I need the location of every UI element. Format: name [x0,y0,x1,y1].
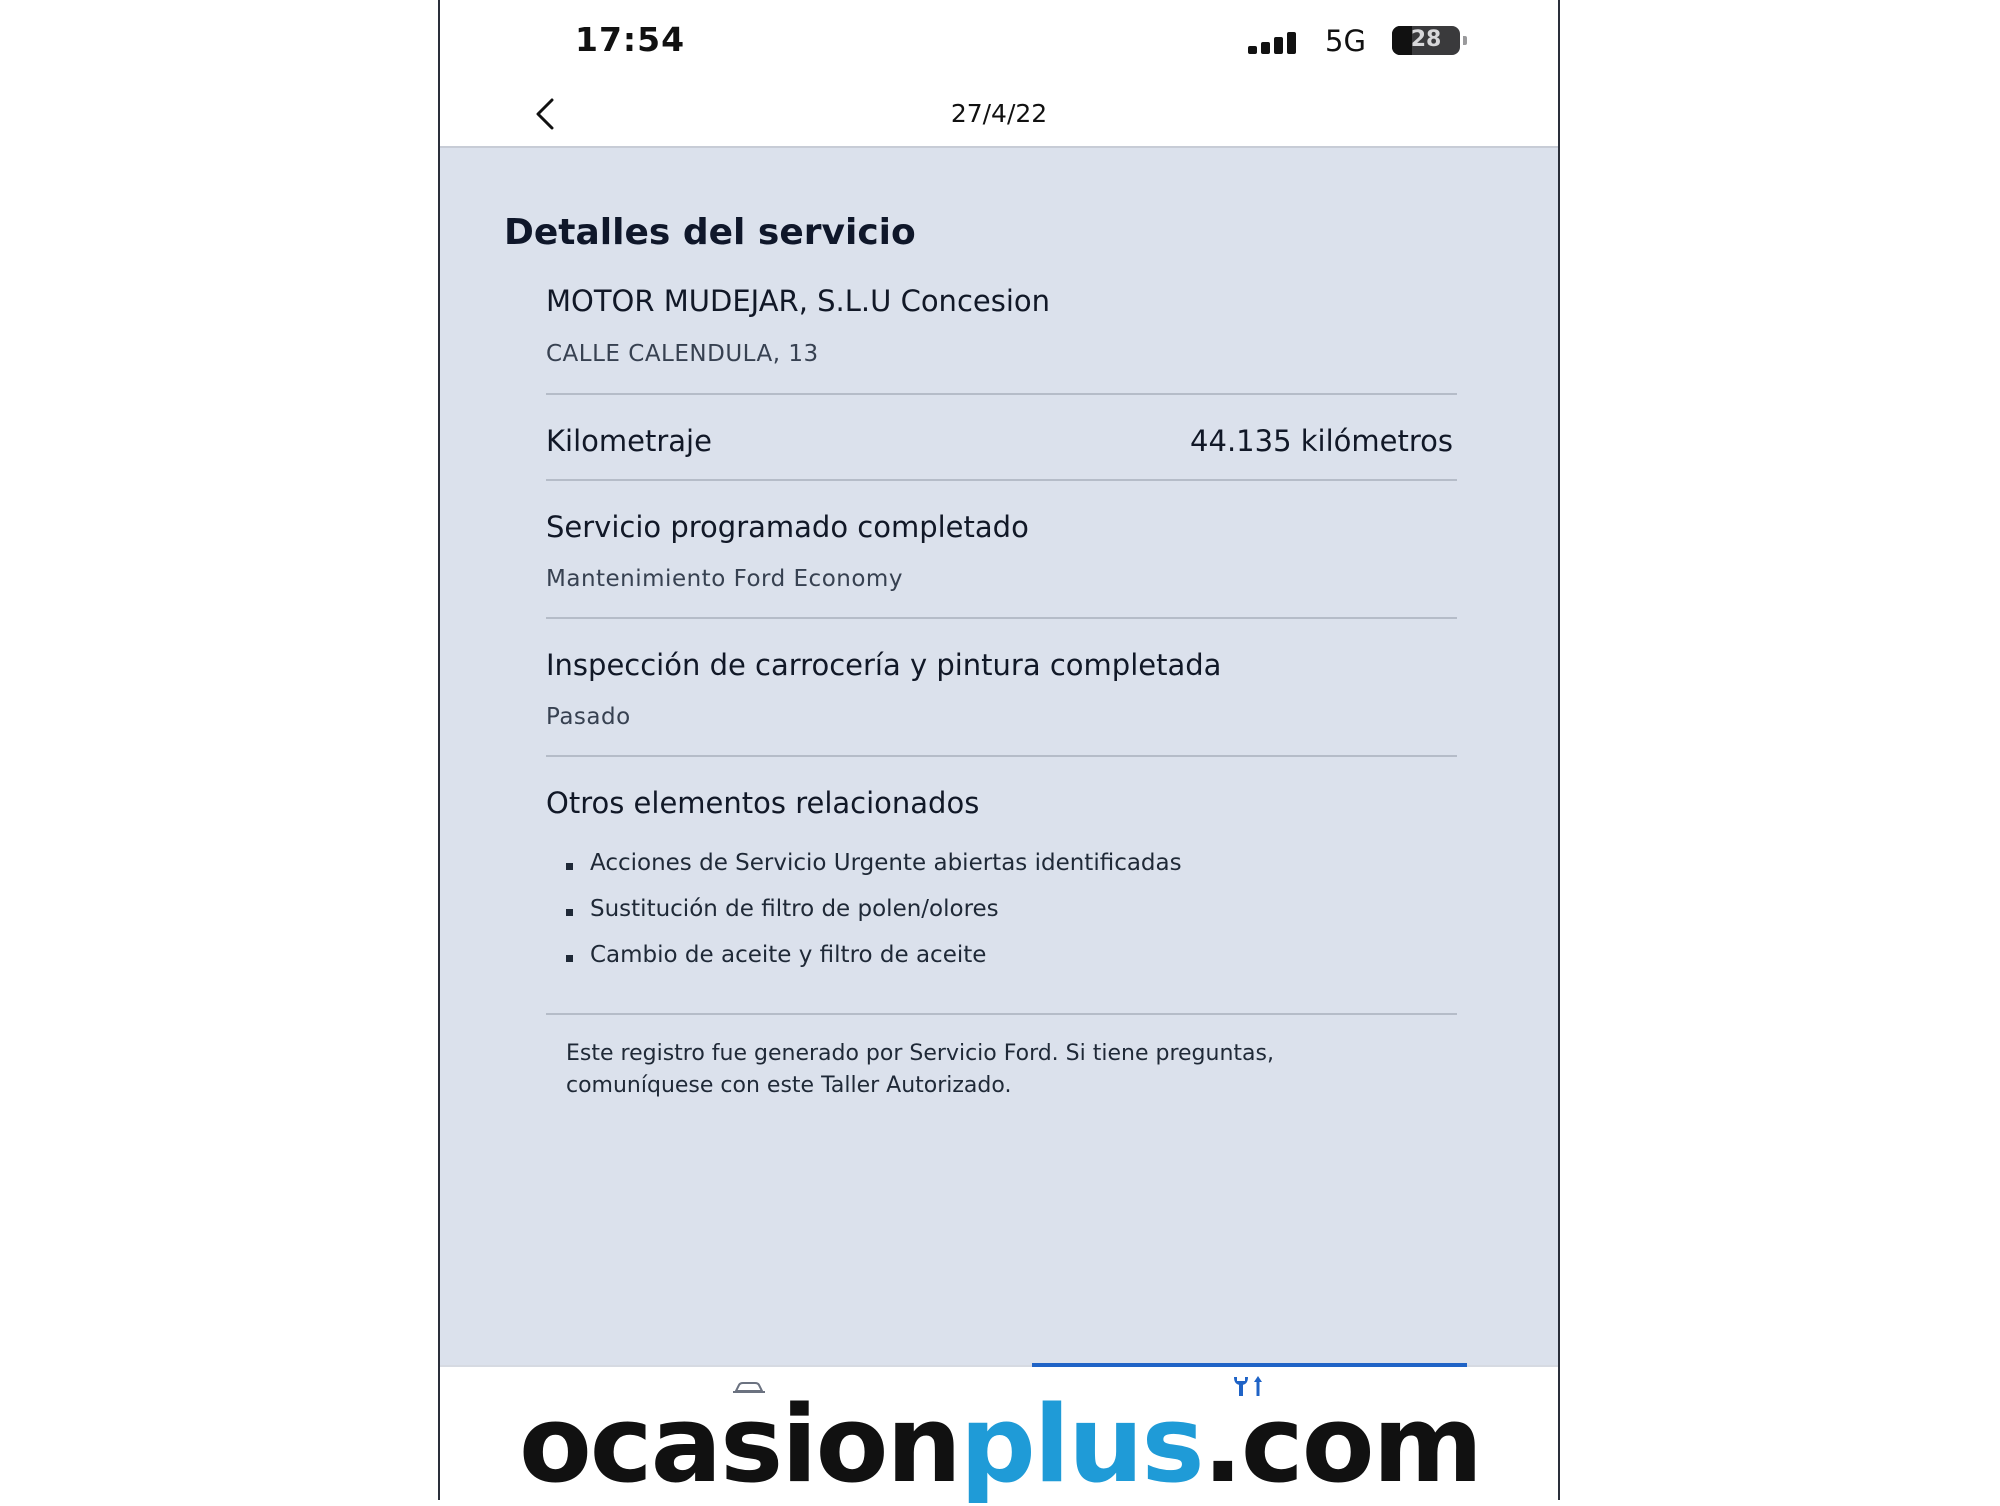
inspection-title: Inspección de carrocería y pintura completada [546,648,1222,682]
status-time: 17:54 [575,20,686,59]
divider [546,617,1457,619]
bullet-icon [566,863,573,870]
section-title: Detalles del servicio [504,212,916,253]
bullet-icon [566,955,573,962]
scheduled-service-title: Servicio programado completado [546,510,1029,544]
network-type: 5G [1325,24,1366,58]
divider [546,1013,1457,1015]
ocasionplus-watermark-logo: ocasionplus.com [518,1383,1482,1506]
phone-screen [438,0,1560,1500]
divider [546,479,1457,481]
service-details-panel: Detalles del servicio MOTOR MUDEJAR, S.L.U Concesion CALLE CALENDULA, 13 Kilometraje 44.135 kilómetros Servicio programado completado Mantenimiento Ford Economy Inspección de carrocería y pintura completada Pasado Otros elementos relacionados Acciones de Servicio Urgente abiertas identificadas Sustitución de filtro de polen/olores Cambio de aceite y filtro de aceite Este registro fue generado por Servicio Ford. Si tiene preguntas, comuníquese con este Taller Autorizado. [440,148,1558,1365]
inspection-value: Pasado [546,704,631,730]
mileage-label: Kilometraje [546,424,712,458]
scheduled-service-value: Mantenimiento Ford Economy [546,566,903,592]
battery-icon [1392,26,1460,55]
related-items-title: Otros elementos relacionados [546,786,980,820]
divider [546,393,1457,395]
signal-strength-icon [1248,30,1308,54]
dealer-name: MOTOR MUDEJAR, S.L.U Concesion [546,284,1051,318]
battery-level: 28 [1410,27,1442,52]
active-tab-indicator [1032,1363,1467,1367]
divider [546,755,1457,757]
bullet-icon [566,909,573,916]
footer-note: Este registro fue generado por Servicio Ford. Si tiene preguntas, comuníquese con este Taller Autorizado. [566,1041,1274,1098]
dealer-address: CALLE CALENDULA, 13 [546,341,819,367]
nav-title-date: 27/4/22 [950,99,1048,128]
mileage-value: 44.135 kilómetros [1190,424,1453,458]
